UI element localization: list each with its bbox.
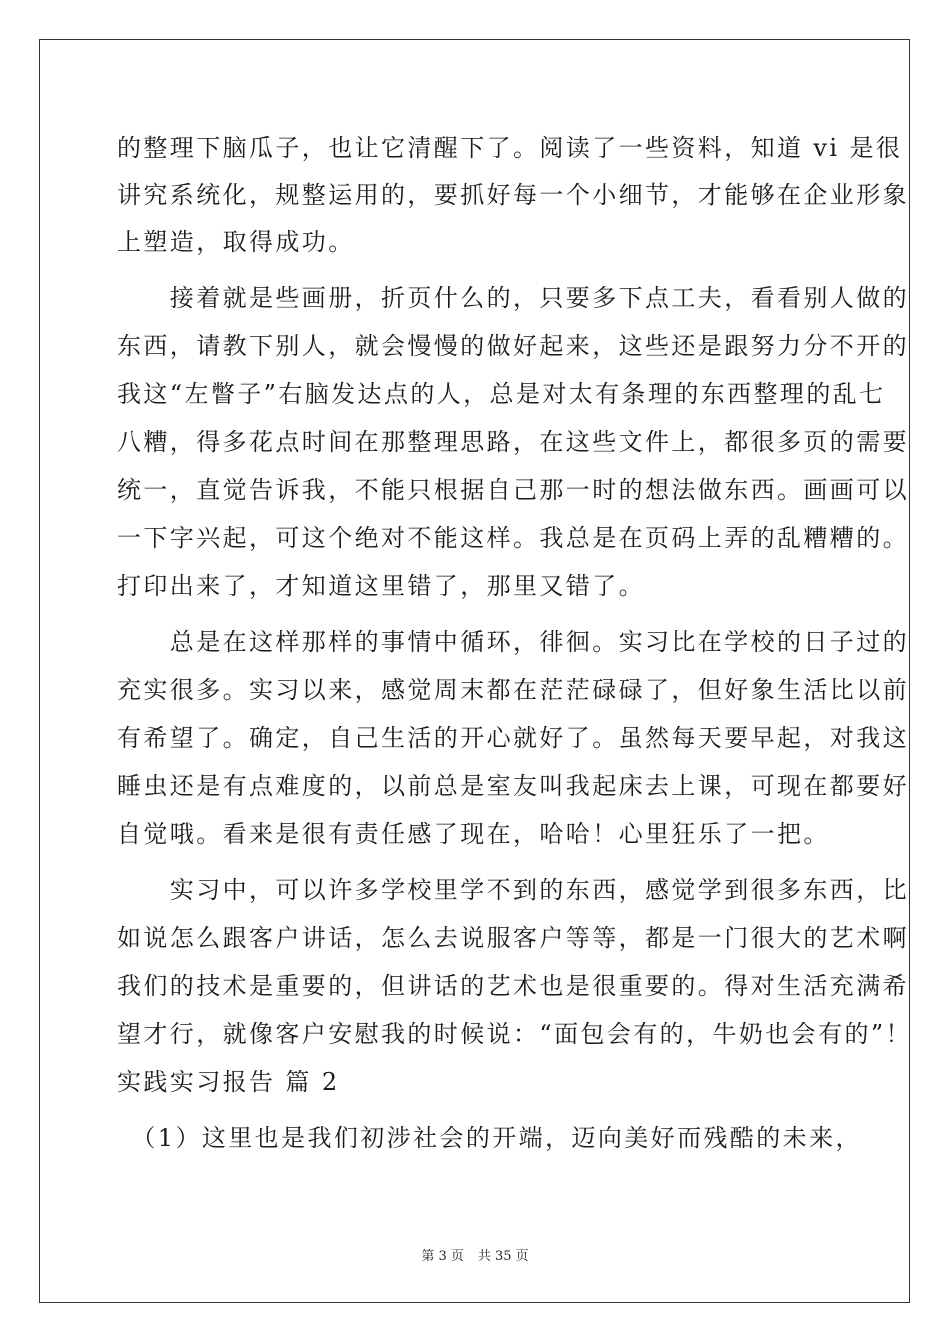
page-total: 共 35 页 bbox=[477, 1249, 529, 1264]
text-line: 实习中，可以许多学校里学不到的东西，感觉学到很多东西，比 bbox=[117, 876, 909, 904]
text-line: 有希望了。确定，自己生活的开心就好了。虽然每天要早起，对我这 bbox=[117, 724, 909, 752]
page-number: 第 3 页 bbox=[421, 1249, 464, 1264]
text-line: 讲究系统化，规整运用的，要抓好每一个小细节，才能够在企业形象 bbox=[117, 181, 909, 209]
text-line: 统一，直觉告诉我，不能只根据自己那一时的想法做东西。画画可以 bbox=[117, 476, 909, 504]
text-line: 自觉哦。看来是很有责任感了现在，哈哈！心里狂乐了一把。 bbox=[117, 820, 830, 848]
text-line: 我这“左瞥子”右脑发达点的人，总是对太有条理的东西整理的乱七 bbox=[117, 380, 886, 408]
text-line: 我们的技术是重要的，但讲话的艺术也是很重要的。得对生活充满希 bbox=[117, 972, 909, 1000]
text-line: 东西，请教下别人，就会慢慢的做好起来，这些还是跟努力分不开的 bbox=[117, 332, 909, 360]
text-line: 打印出来了，才知道这里错了，那里又错了。 bbox=[117, 572, 645, 600]
text-line: 如说怎么跟客户讲话，怎么去说服客户等等，都是一门很大的艺术啊 bbox=[117, 924, 909, 952]
section-heading: 实践实习报告 篇 2 bbox=[117, 1068, 340, 1096]
text-line: 充实很多。实习以来，感觉周末都在茫茫碌碌了，但好象生活比以前 bbox=[117, 676, 909, 704]
text-line: 的整理下脑瓜子，也让它清醒下了。阅读了一些资料，知道 vi 是很 bbox=[117, 134, 903, 162]
text-line: 睡虫还是有点难度的，以前总是室友叫我起床去上课，可现在都要好 bbox=[117, 772, 909, 800]
text-line: 接着就是些画册，折页什么的，只要多下点工夫，看看别人做的 bbox=[117, 284, 909, 312]
text-line: 上塑造，取得成功。 bbox=[117, 228, 355, 256]
text-line: 总是在这样那样的事情中循环，徘徊。实习比在学校的日子过的 bbox=[117, 628, 909, 656]
text-line: 望才行，就像客户安慰我的时候说：“面包会有的，牛奶也会有的”！ bbox=[117, 1020, 912, 1048]
text-line: 一下字兴起，可这个绝对不能这样。我总是在页码上弄的乱糟糟的。 bbox=[117, 524, 909, 552]
page-footer bbox=[0, 1245, 950, 1264]
text-line: （1）这里也是我们初涉社会的开端，迈向美好而残酷的未来， bbox=[117, 1124, 862, 1152]
text-line: 八糟，得多花点时间在那整理思路，在这些文件上，都很多页的需要 bbox=[117, 428, 909, 456]
